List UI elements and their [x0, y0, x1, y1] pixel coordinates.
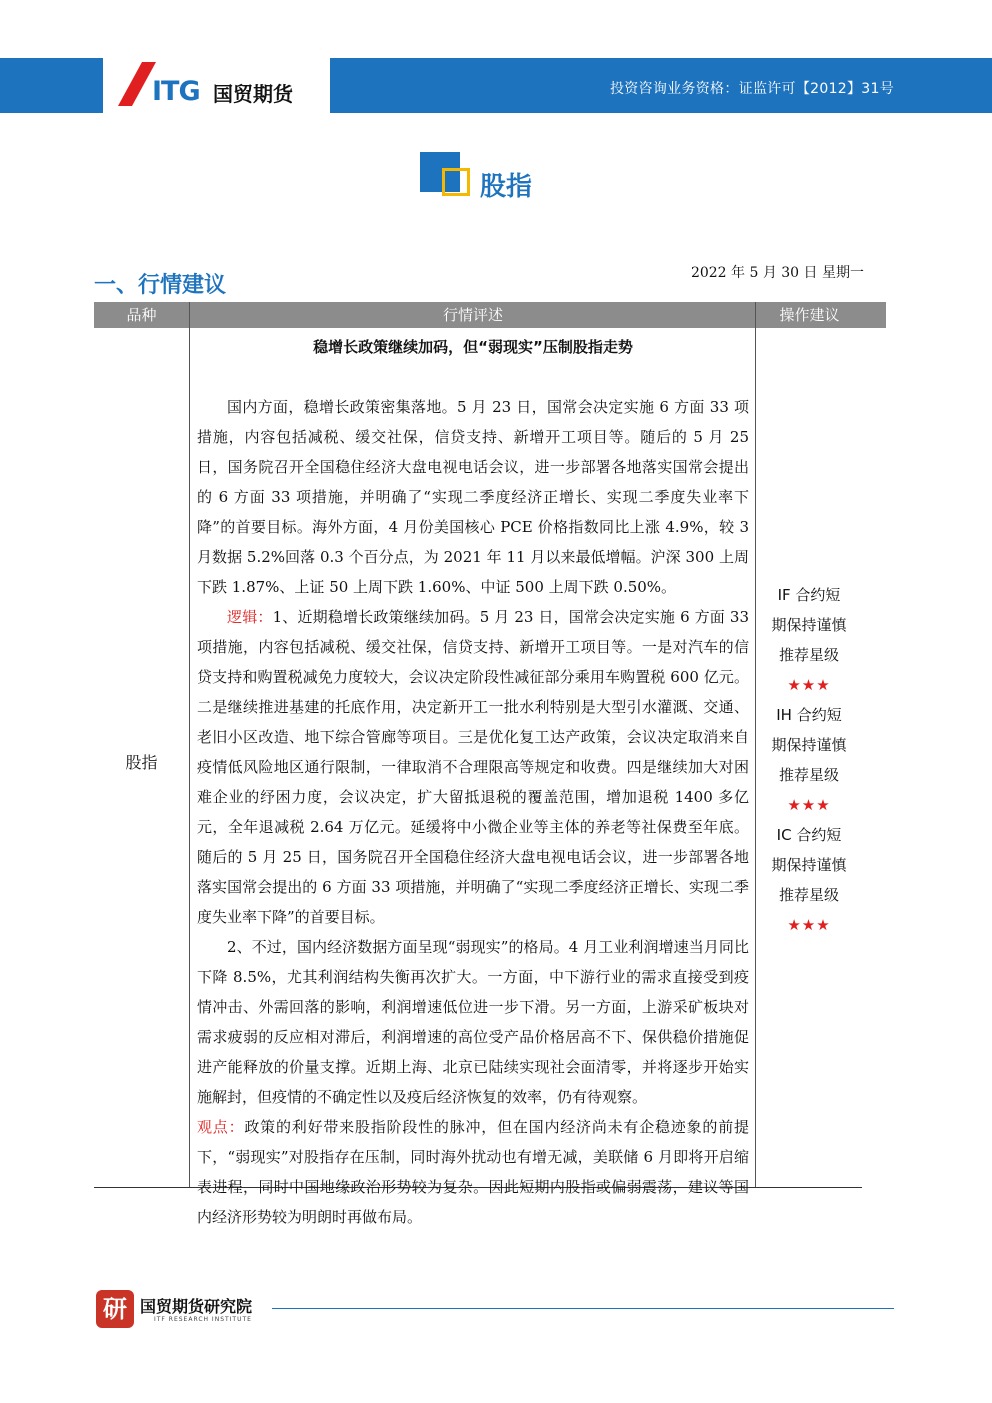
- advice-line: IH 合约短: [776, 706, 842, 724]
- header-bar-left: [0, 58, 103, 113]
- logo-itg-text: ITG: [152, 76, 200, 107]
- license-text: 投资咨询业务资格：证监许可【2012】31号: [609, 81, 894, 97]
- report-date: 2022 年 5 月 30 日 星期一: [690, 265, 864, 281]
- advice-line: 推荐星级: [778, 886, 839, 904]
- footer-institute-subtitle: ITF RESEARCH INSTITUTE: [154, 1316, 252, 1323]
- section-square-icon: [420, 152, 468, 200]
- view-label: 观点：: [197, 1118, 245, 1136]
- commentary-title: 稳增长政策继续加码，但“弱现实”压制股指走势: [313, 338, 633, 356]
- footer-institute-name: 国贸期货研究院: [140, 1297, 253, 1316]
- footer-rule: [272, 1308, 894, 1309]
- research-seal-icon: 研: [96, 1290, 134, 1328]
- header-advice: 操作建议: [779, 306, 840, 324]
- advice-ic: [756, 820, 862, 940]
- logo-cn-text: 国贸期货: [213, 82, 293, 106]
- paragraph-logic-1: [197, 602, 749, 932]
- star-rating: ★★★: [787, 796, 831, 814]
- advice-line: 推荐星级: [778, 646, 839, 664]
- table-header: [94, 302, 886, 328]
- advice-cell: [756, 580, 862, 940]
- advice-line: 期保持谨慎: [771, 736, 847, 754]
- advice-line: IF 合约短: [777, 586, 841, 604]
- advice-if: [756, 580, 862, 700]
- column-divider: [189, 302, 190, 1188]
- section-title: 股指: [480, 172, 533, 202]
- paragraph-view: [197, 1112, 749, 1232]
- header-category: 品种: [126, 306, 157, 324]
- advice-line: 期保持谨慎: [771, 856, 847, 874]
- logic-label: 逻辑：: [227, 608, 273, 626]
- star-rating: ★★★: [787, 676, 831, 694]
- commentary-cell: [197, 332, 749, 1232]
- advice-line: 推荐星级: [778, 766, 839, 784]
- advice-ih: [756, 700, 862, 820]
- heading-market-advice: 一、行情建议: [94, 273, 227, 298]
- star-rating: ★★★: [787, 916, 831, 934]
- category-cell: 股指: [125, 753, 158, 772]
- company-logo: [118, 62, 328, 110]
- advice-line: IC 合约短: [776, 826, 842, 844]
- logic-1-text: 1、近期稳增长政策继续加码。5 月 23 日，国常会决定实施 6 方面 33 项措施，内容包括减税、缓交社保，信贷支持、新增开工项目等。一是对汽车的信贷支持和购置税减免力度较大，会议决定阶段性减征部分乘用车购置税 600 亿元。二是继续推进基建的托底作用，决定新开工一批水利特别是大型引水灌溉、交通、老旧小区改造、地下综合管廊等项目。三是优化复工达产政策，会议决定取消来自疫情低风险地区通行限制，一律取消不合理限高等规定和收费。四是继续加大对困难企业的纾困力度，会议决定，扩大留抵退税的覆盖范围，增加退税 1400 多亿元，全年退减税 2.64 万亿元。延缓将中小微企业等主体的养老等社保费至年底。随后的 5 月 25 日，国务院召开全国稳住经济大盘电视电话会议，进一步部署各地落实国常会提出的 6 方面 33 项措施，并明确了“实现二季度经济正增长、实现二季度失业率下降”的首要目标。: [197, 608, 749, 926]
- header-commentary: 行情评述: [442, 306, 503, 324]
- paragraph-logic-2: 2、不过，国内经济数据方面呈现“弱现实”的格局。4 月工业利润增速当月同比下降 8.5%，尤其利润结构失衡再次扩大。一方面，中下游行业的需求直接受到疫情冲击、外需回落的影响，利润增速低位进一步下滑。另一方面，上游采矿板块对需求疲弱的反应相对滞后，利润增速的高位受产品价格居高不下、保供稳价措施促进产能释放的价量支撑。近期上海、北京已陆续实现社会面清零，并将逐步开始实施解封，但疫情的不确定性以及疫后经济恢复的效率，仍有待观察。: [197, 938, 749, 1106]
- advice-line: 期保持谨慎: [771, 616, 847, 634]
- paragraph-domestic: 国内方面，稳增长政策密集落地。5 月 23 日，国常会决定实施 6 方面 33 项措施，内容包括减税、缓交社保，信贷支持、新增开工项目等。随后的 5 月 25 日，国务院召开全国稳住经济大盘电视电话会议，进一步部署各地落实国常会提出的 6 方面 33 项措施，并明确了“实现二季度经济正增长、实现二季度失业率下降”的首要目标。海外方面，4 月份美国核心 PCE 价格指数同比上涨 4.9%，较 3 月数据 5.2%回落 0.3 个百分点，为 2021 年 11 月以来最低增幅。沪深 300 上周下跌 1.87%、上证 50 上周下跌 1.60%、中证 500 上周下跌 0.50%。: [197, 398, 749, 596]
- view-text: 政策的利好带来股指阶段性的脉冲，但在国内经济尚未有企稳迹象的前提下，“弱现实”对股指存在压制，同时海外扰动也有增无减，美联储 6 月即将开启缩表进程，同时中国地缘政治形势较为复杂。因此短期内股指或偏弱震荡，建议等国内经济形势较为明朗时再做布局。: [197, 1118, 749, 1226]
